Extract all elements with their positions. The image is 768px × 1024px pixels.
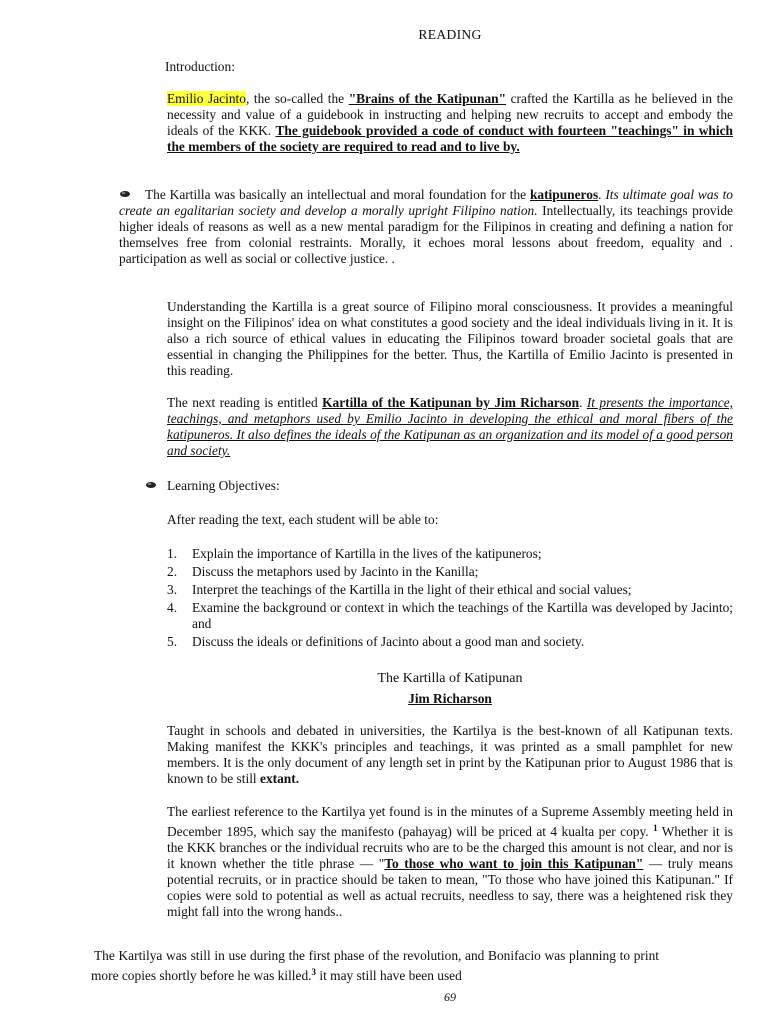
understanding-paragraph: Understanding the Kartilla is a great source of Filipino moral consciousness. It provides a meaningful insight on the Filipinos' idea on what constitutes a good society and the ideal individuals living in it. It is also a rich source of ethical values in educating the Filipinos toward broader societal goals that are essential in changing the Philippines for the better. Thus, the Kartilla of Emilio Jacinto is presented in this reading. xyxy=(167,299,733,378)
list-item: 4. Examine the background or context in which the teachings of the Kartilla was developed by Jacinto; and xyxy=(167,600,733,631)
ultimate-goal-sentence: Its ultimate goal was to create an egalitarian society and develop a morally upright Filipino nation. xyxy=(119,187,733,218)
bullet-icon xyxy=(145,481,157,489)
list-item: 5. Discuss the ideals or definitions of Jacinto about a good man and society. xyxy=(167,634,585,649)
article-paragraph-2: The earliest reference to the Kartilya yet found is in the minutes of a Supreme Assembly meeting held in December 1895, which say the manifesto (pahayag) will be priced at 4 kualta per copy. $^1$ Whether it is the KKK branches or the individual recruits who are to be the charged this amount is not clear, and nor is it known whether the title phrase — "To those who want to join this Katipunan" — truly means potential recruits, or in practice should be taken to mean, "To those who have joined this Katipunan." If copies were sold to potential as well as actual recruits, needless to say, there was a heightened risk they might fall into the wrong hands.. xyxy=(167,804,733,919)
objectives-lead: After reading the text, each student will be able to: xyxy=(167,512,439,527)
extant-term: extant. xyxy=(260,771,300,786)
objectives-list xyxy=(167,546,733,650)
article-title: The Kartilla of Katipunan xyxy=(377,671,523,686)
learning-objectives-heading: Learning Objectives: xyxy=(145,478,280,494)
next-reading-paragraph: The next reading is entitled Kartilla of the Katipunan by Jim Richarson. It presents the importance, teachings, and metaphors used by Emilio Jacinto in developing the ethical and moral fibers of the katipuneros. It also defines the ideals of the Katipunan as an organization and its model of a good person and society. xyxy=(167,395,733,458)
list-item: 1. Explain the importance of Kartilla in the lives of the katipuneros; xyxy=(167,546,542,561)
list-item: 2. Discuss the metaphors used by Jacinto in the Kanilla; xyxy=(167,564,479,579)
article-paragraph-1: Taught in schools and debated in universities, the Kartilya is the best-known of all Katipunan texts. Making manifest the KKK's principles and teachings, it was printed as a small pamphlet for new members. It is the only document of any length set in print by the Katipunan prior to August 1986 that is known to be still extant. xyxy=(167,723,733,786)
list-item: 3. Interpret the teachings of the Kartilla in the light of their ethical and social values; xyxy=(167,582,632,597)
reading-title: Kartilla of the Katipunan by Jim Richarson xyxy=(322,395,580,410)
title-phrase: To those who want to join this Katipunan" xyxy=(384,856,644,871)
bullet-icon xyxy=(119,190,131,198)
footnote-ref: 1 xyxy=(653,823,658,833)
katipuneros-term: katipuneros xyxy=(529,187,599,202)
intro-paragraph: Emilio Jacinto, the so-called the "Brains of the Katipunan" crafted the Kartilla as he believed in the necessity and value of a guidebook in instructing and helping new recruits to accept and embody the ideals of the KKK. The guidebook provided a code of conduct with fourteen "teachings" in which the members of the society are required to read and to live by. xyxy=(167,91,734,154)
introduction-heading: Introduction: xyxy=(165,59,235,74)
kartilla-paragraph: The Kartilla was basically an intellectual and moral foundation for the katipuneros. Its ultimate goal was to create an egalitarian society and develop a morally upright Filipino nation. Intellectually, its teachings provide higher ideals of reasons as well as a new mental paradigm for the Filipinos in creating and defining a nation for themselves free from colonial restraints. Morally, it echoes moral lessons about freedom, equality and . participation as well as social or collective justice. . xyxy=(119,187,733,266)
article-author: Jim Richarson xyxy=(408,691,492,706)
article-paragraph-3: The Kartilya was still in use during the first phase of the revolution, and Bonifacio was planning to print more copies shortly before he was killed.$^3$ it may still have been used xyxy=(91,948,659,983)
footnote-ref: 3 xyxy=(311,967,317,977)
guidebook-statement: The guidebook provided a code of conduct with fourteen "teachings" in which the members of the society are required to read and to live by. xyxy=(167,123,733,154)
page-number: 69 xyxy=(444,990,456,1004)
brains-phrase: "Brains of the Katipunan" xyxy=(348,91,507,106)
highlighted-name: Emilio Jacinto xyxy=(167,91,246,106)
reading-description: It presents the importance, teachings, and metaphors used by Emilio Jacinto in developing the ethical and moral fibers of the katipuneros. It also defines the ideals of the Katipunan as an organization and its model of a good person and society. xyxy=(167,395,733,458)
page-title: READING xyxy=(418,27,482,42)
